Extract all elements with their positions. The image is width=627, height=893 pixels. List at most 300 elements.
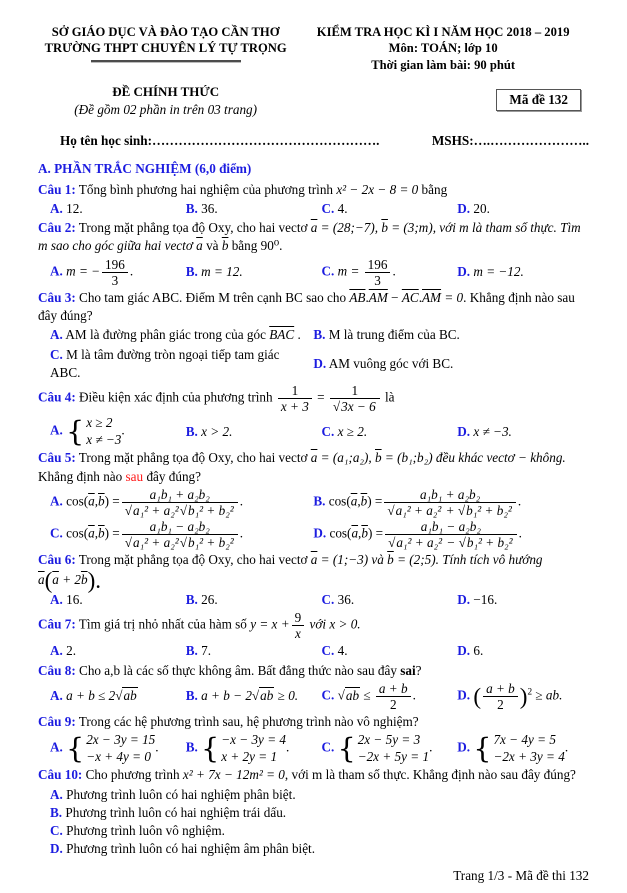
text: đây đúng?	[143, 468, 202, 484]
sqrt	[458, 502, 513, 518]
option-b	[50, 804, 593, 822]
option-c	[322, 423, 458, 441]
operator: −	[443, 535, 459, 551]
text: Tìm giá trị nhỏ nhất của hàm số	[78, 616, 251, 632]
fraction	[376, 681, 411, 712]
cos-lead: cos(	[329, 525, 352, 541]
vector-a: $\overline{a}$	[310, 220, 318, 236]
question-8-options	[50, 681, 593, 712]
vector-a: $\overline{a}$	[350, 493, 358, 509]
question-7-text	[38, 610, 593, 641]
text: ,	[357, 493, 361, 509]
fraction	[122, 487, 238, 518]
question-1	[38, 181, 593, 218]
option-letter: A.	[50, 739, 63, 755]
header-left	[38, 24, 293, 73]
vector-b: $\overline{b}$	[360, 493, 368, 509]
option-b	[186, 263, 322, 281]
text: ≥ 0.	[274, 688, 299, 704]
option-b	[186, 642, 322, 660]
radicand: ab	[260, 688, 274, 704]
option-letter: D.	[457, 687, 471, 703]
text: .	[564, 739, 569, 755]
text: .	[365, 289, 369, 305]
question-2-text	[38, 219, 593, 255]
question-5-text	[38, 449, 593, 485]
option-letter: A.	[50, 786, 63, 802]
radicand: b₁² + b₂²	[188, 502, 234, 518]
fraction	[483, 681, 518, 712]
cos-lead: cos(	[328, 493, 351, 509]
option-value: m = −12.	[473, 264, 524, 280]
option-letter: A.	[50, 643, 63, 659]
right-paren: ).	[87, 567, 102, 594]
option-letter: C.	[321, 200, 335, 216]
option-a	[50, 257, 186, 288]
option-letter: B.	[185, 643, 198, 659]
option-letter: D.	[313, 525, 327, 541]
question-1-options	[50, 200, 593, 218]
question-label: Câu 9:	[38, 714, 76, 730]
option-letter: B.	[185, 423, 198, 439]
option-letter: C.	[321, 263, 335, 279]
option-letter: B.	[185, 200, 198, 216]
radical-sign: √	[124, 535, 132, 551]
option-d	[457, 263, 593, 281]
sqrt	[180, 502, 235, 518]
sqrt	[387, 502, 442, 518]
question-7-options	[50, 642, 593, 660]
option-value: 2.	[66, 643, 77, 659]
question-8	[38, 662, 593, 713]
question-5-options-row1	[50, 487, 593, 518]
radical-sign: √	[179, 502, 187, 518]
text: .	[392, 263, 396, 279]
text: Trong các hệ phương trình sau, hệ phương trình nào vô nghiệm?	[78, 714, 419, 730]
radicand: ab	[345, 687, 360, 703]
question-6	[38, 551, 593, 609]
sqrt	[180, 534, 235, 550]
question-9-options	[50, 732, 593, 765]
vector-a: $\overline{a}$	[38, 571, 45, 587]
option-value: x ≠ −3.	[473, 423, 512, 439]
section-a-title: A. PHẦN TRẮC NGHIỆM (6,0 điểm)	[38, 161, 252, 177]
text: .	[418, 289, 422, 305]
question-3-text	[38, 289, 593, 325]
question-label: Câu 7:	[38, 616, 76, 632]
system-rows	[493, 732, 564, 765]
option-d	[457, 732, 593, 765]
option-b	[313, 487, 576, 518]
exam-subject: Môn: TOÁN; lớp 10	[388, 41, 498, 56]
question-9-text	[38, 713, 593, 731]
vector-a: $\overline{a}$	[52, 571, 59, 587]
option-value: m = 12.	[201, 264, 243, 280]
student-info-row	[60, 132, 589, 150]
option-d	[457, 591, 593, 609]
option-value: Phương trình luôn có hai nghiệm phân biệt.	[66, 786, 296, 802]
question-label: Câu 3:	[38, 289, 76, 305]
option-letter: C.	[321, 643, 335, 659]
text: ?	[415, 662, 422, 678]
text: ) =	[367, 493, 383, 509]
numerator: 196	[365, 257, 391, 273]
option-letter: D.	[457, 200, 471, 216]
option-letter: A.	[50, 422, 63, 438]
system-row: 7x − 4y = 5	[493, 732, 556, 748]
option-letter: A.	[50, 327, 63, 343]
option-a	[50, 786, 593, 804]
option-b	[186, 423, 322, 441]
angle-BAC: $\overline{BAC}$	[269, 327, 295, 343]
exam-code-box	[496, 89, 581, 111]
official-block	[38, 83, 293, 119]
text: Trong mặt phẳng tọa độ Oxy, cho hai vectơ	[78, 552, 311, 568]
option-a	[50, 200, 186, 218]
vector-b: $\overline{b}$	[361, 525, 368, 541]
option-value: a + b − 2	[201, 688, 252, 704]
option-letter: B.	[185, 739, 198, 755]
sqrt	[252, 687, 274, 703]
option-b	[186, 200, 322, 218]
vector-b: $\overline{b}$	[387, 552, 394, 568]
question-2-options	[50, 257, 593, 288]
question-10	[38, 766, 593, 858]
text: .	[285, 739, 290, 755]
numerator: 196	[102, 257, 128, 273]
cos-lead: cos(	[66, 493, 89, 509]
left-paren: (	[44, 567, 53, 594]
system-row: x + 2y = 1	[221, 748, 278, 764]
question-10-text	[38, 766, 593, 784]
text: .	[518, 525, 522, 541]
text: bằng	[421, 181, 448, 197]
equation: = (a₁;a₂),	[317, 450, 375, 466]
system-row: x ≥ 2	[86, 415, 113, 431]
option-value: Phương trình luôn vô nghiệm.	[66, 823, 225, 839]
question-label: Câu 5:	[38, 450, 76, 466]
text: Trong mặt phẳng tọa độ Oxy, cho hai vectơ	[78, 220, 311, 236]
system-rows	[358, 732, 429, 765]
option-letter: D.	[313, 355, 327, 371]
fraction	[278, 383, 312, 414]
sqrt	[115, 687, 137, 703]
option-letter: C.	[321, 591, 335, 607]
question-1-text	[38, 181, 593, 199]
equation: = (1;−3) và	[317, 552, 388, 568]
denominator	[122, 503, 238, 518]
sqrt	[333, 398, 377, 414]
text: + 2	[58, 571, 81, 587]
text: −	[387, 289, 402, 305]
radical-sign: √	[332, 399, 341, 415]
subheader	[38, 83, 593, 119]
numerator: a₁b₁ + a₂b₂	[122, 487, 238, 503]
denominator: 3	[374, 272, 381, 288]
option-b	[186, 687, 322, 705]
option-letter: A.	[50, 688, 63, 704]
system-braces	[201, 732, 286, 765]
option-letter: C.	[50, 525, 63, 541]
radicand: a₁² + a₂²	[395, 502, 442, 518]
text: .	[155, 739, 159, 755]
numerator: a + b	[376, 681, 411, 697]
cos-lead: cos(	[66, 525, 89, 541]
option-b	[313, 326, 576, 344]
text: ) =	[104, 493, 120, 509]
vector-a: $\overline{a}$	[310, 552, 318, 568]
text: Trong mặt phẳng tọa độ Oxy, cho hai vectơ	[78, 450, 311, 466]
option-value: 26.	[201, 591, 218, 607]
radicand: ab	[123, 688, 137, 704]
option-b	[186, 591, 322, 609]
denominator: x + 3	[280, 399, 309, 415]
option-letter: D.	[457, 643, 471, 659]
system-rows	[86, 732, 155, 765]
text: .	[429, 739, 433, 755]
text: .	[121, 422, 125, 438]
option-letter: A.	[50, 200, 63, 216]
vector-b: $\overline{b}$	[375, 450, 382, 466]
denominator: 2	[389, 697, 397, 713]
system-rows	[221, 732, 286, 765]
option-d	[457, 681, 593, 712]
vector-a: $\overline{a}$	[351, 525, 359, 541]
system-row: −2x + 3y = 4	[493, 748, 565, 764]
option-value: Phương trình luôn có hai nghiệm trái dấu.	[65, 804, 287, 820]
fraction	[102, 257, 128, 288]
option-letter: B.	[313, 493, 326, 509]
brace-icon: {	[66, 731, 85, 765]
option-a	[50, 642, 186, 660]
text: ,	[94, 525, 98, 541]
option-letter: B.	[313, 327, 326, 343]
equation: = (b₁;b₂) đều khác vectơ − không.	[381, 450, 566, 466]
student-id-line: MSHS:….…………………..	[431, 133, 589, 149]
option-value: x ≥ 2.	[337, 423, 368, 439]
question-3-options-row1	[50, 326, 593, 344]
text: ,	[94, 493, 98, 509]
option-letter: B.	[185, 688, 198, 704]
question-4	[38, 383, 593, 448]
option-d	[457, 642, 593, 660]
option-letter: B.	[185, 264, 198, 280]
question-9	[38, 713, 593, 765]
option-value: M là trung điểm của BC.	[328, 327, 460, 343]
text: .	[239, 493, 244, 509]
text: Khẳng định nào	[38, 468, 126, 484]
system-row: −x + 4y = 0	[86, 748, 151, 764]
vector-b: $\overline{b}$	[221, 238, 229, 254]
option-c	[322, 591, 458, 609]
brace-icon: {	[201, 731, 220, 765]
system-row: 2x − 5y = 3	[357, 732, 421, 748]
radicand: 3x − 6	[341, 399, 376, 415]
vector-AC: $\overline{AC}$	[401, 289, 419, 305]
denominator	[122, 535, 238, 550]
option-d	[313, 519, 576, 550]
brace-icon: {	[66, 414, 85, 448]
system-row: x ≠ −3	[86, 431, 122, 447]
question-6-expression	[38, 567, 593, 594]
option-a	[50, 415, 186, 448]
option-value: a + b ≤ 2	[66, 688, 116, 704]
option-d	[313, 355, 576, 373]
school-name: TRƯỜNG THPT CHUYÊN LÝ TỰ TRỌNG	[44, 41, 287, 56]
option-value: AM là đường phân giác trong của góc	[65, 327, 270, 343]
option-a	[50, 687, 186, 705]
option-value: x > 2.	[201, 423, 233, 439]
text: ≤	[360, 687, 374, 703]
radical-sign: √	[115, 688, 123, 704]
exam-duration: Thời gian làm bài: 90 phút	[371, 57, 516, 72]
option-a	[50, 326, 313, 344]
denominator: 2	[497, 697, 504, 713]
text: là	[384, 389, 395, 405]
option-value: −16.	[473, 591, 498, 607]
denominator: x	[294, 626, 301, 642]
radical-sign: √	[179, 535, 187, 551]
radicand: a₁² + a₂²	[132, 535, 179, 551]
question-label: Câu 6:	[38, 552, 76, 568]
system-braces	[473, 732, 564, 765]
equation: = (3;m), với m là tham số thực. Tìm m sao cho góc giữa hai vectơ	[38, 220, 581, 254]
equals-sign: =	[317, 389, 325, 405]
system-row: −2x + 5y = 1	[357, 748, 430, 764]
text: .	[129, 263, 134, 279]
option-letter: A.	[50, 591, 63, 607]
option-letter: C.	[50, 823, 63, 839]
numerator: a₁b₁ − a₂b₂	[122, 519, 238, 535]
numerator: a₁b₁ − a₂b₂	[385, 519, 517, 535]
header-right	[293, 24, 593, 73]
vector-a: $\overline{a}$	[88, 525, 95, 541]
option-letter: C.	[321, 423, 335, 439]
department-name: SỞ GIÁO DỤC VÀ ĐÀO TẠO CẦN THƠ	[51, 25, 280, 39]
radical-sign: √	[337, 687, 345, 703]
system-braces	[338, 732, 429, 765]
page-footer: Trang 1/3 - Mã đề thi 132	[453, 867, 589, 883]
option-b	[186, 732, 322, 765]
option-letter: C.	[321, 687, 335, 703]
text: ,	[358, 525, 362, 541]
fraction	[122, 519, 238, 550]
option-value: m =	[337, 263, 363, 279]
text: . Khẳng định nào sau đây đúng?	[38, 289, 575, 324]
equation: = (28;−7),	[317, 220, 382, 236]
text: Cho tam giác ABC. Điểm M trên cạnh BC sao cho	[79, 289, 350, 305]
option-c	[50, 346, 313, 382]
vector-AM: $\overline{AM}$	[422, 289, 442, 305]
question-7	[38, 610, 593, 661]
option-c	[50, 822, 593, 840]
system-rows	[86, 415, 121, 448]
numerator: 9	[292, 610, 305, 626]
option-value: 7.	[201, 643, 212, 659]
equation: y = x +	[250, 616, 290, 632]
option-value: 12.	[66, 200, 83, 216]
fraction	[384, 487, 516, 518]
right-paren: )	[519, 683, 528, 710]
option-d	[457, 423, 593, 441]
highlighted-word: sau	[125, 468, 144, 484]
question-6-text	[38, 551, 593, 569]
question-10-options	[50, 786, 593, 859]
vector-b: $\overline{b}$	[381, 220, 388, 236]
question-label: Câu 2:	[38, 220, 76, 236]
radical-sign: √	[251, 688, 260, 704]
option-letter: D.	[50, 841, 63, 857]
radicand: b₁² + b₂²	[188, 535, 234, 551]
option-value: M là tâm đường tròn ngoại tiếp tam giác ABC.	[50, 346, 280, 380]
option-d	[50, 840, 593, 858]
text: .	[294, 327, 301, 343]
question-label: Câu 1:	[38, 181, 76, 197]
option-c	[50, 519, 313, 550]
sqrt	[125, 534, 180, 550]
text: , với m là tham số thực. Khẳng định nào sau đây đúng?	[284, 767, 576, 783]
option-value: 36.	[201, 200, 218, 216]
option-letter: B.	[185, 591, 198, 607]
sqrt	[338, 687, 360, 703]
fraction	[292, 610, 305, 641]
numerator: a + b	[483, 681, 518, 697]
question-label: Câu 8:	[38, 662, 76, 678]
text: ≥ ab.	[532, 687, 563, 703]
text: và	[202, 238, 222, 254]
radical-sign: √	[458, 535, 466, 551]
option-a	[50, 591, 186, 609]
system-row: −x − 3y = 4	[221, 732, 286, 748]
system-row: 2x − 3y = 15	[86, 732, 156, 748]
exam-header	[38, 24, 593, 73]
text: Cho phương trình	[85, 767, 183, 783]
student-name-line: Họ tên học sinh:…………………………………………….	[60, 133, 380, 149]
option-c	[322, 200, 458, 218]
radical-sign: √	[387, 502, 395, 518]
exponent: 2	[527, 686, 533, 697]
text: Điều kiện xác định của phương trình	[79, 389, 273, 405]
vector-a: $\overline{a}$	[196, 238, 203, 254]
brace-icon: {	[337, 731, 356, 765]
radicand: b₁² + b₂²	[466, 535, 513, 551]
radicand: a₁² + a₂²	[396, 535, 443, 551]
denominator: 3	[111, 272, 119, 288]
numerator: a₁b₁ + a₂b₂	[384, 487, 516, 503]
option-d	[457, 200, 593, 218]
option-letter: D.	[457, 264, 471, 280]
vector-a: $\overline{a}$	[310, 450, 318, 466]
fraction	[330, 383, 380, 414]
system-braces	[66, 732, 155, 765]
question-4-options	[50, 415, 593, 448]
option-value: 6.	[473, 643, 484, 659]
system-braces	[66, 415, 121, 448]
option-value: m = −	[66, 263, 101, 279]
radical-sign: √	[124, 502, 132, 518]
option-c	[322, 681, 458, 712]
radicand: b₁² + b₂²	[466, 502, 512, 518]
option-c	[322, 257, 458, 288]
exam-title: KIỂM TRA HỌC KÌ I NĂM HỌC 2018 – 2019	[316, 25, 570, 39]
option-a	[50, 732, 186, 765]
vector-b: $\overline{b}$	[80, 571, 88, 587]
vector-b: $\overline{b}$	[98, 493, 105, 509]
option-value: 20.	[473, 200, 490, 216]
option-letter: A.	[50, 493, 63, 509]
operator: +	[442, 502, 458, 518]
emphasized-word: sai	[400, 662, 416, 678]
